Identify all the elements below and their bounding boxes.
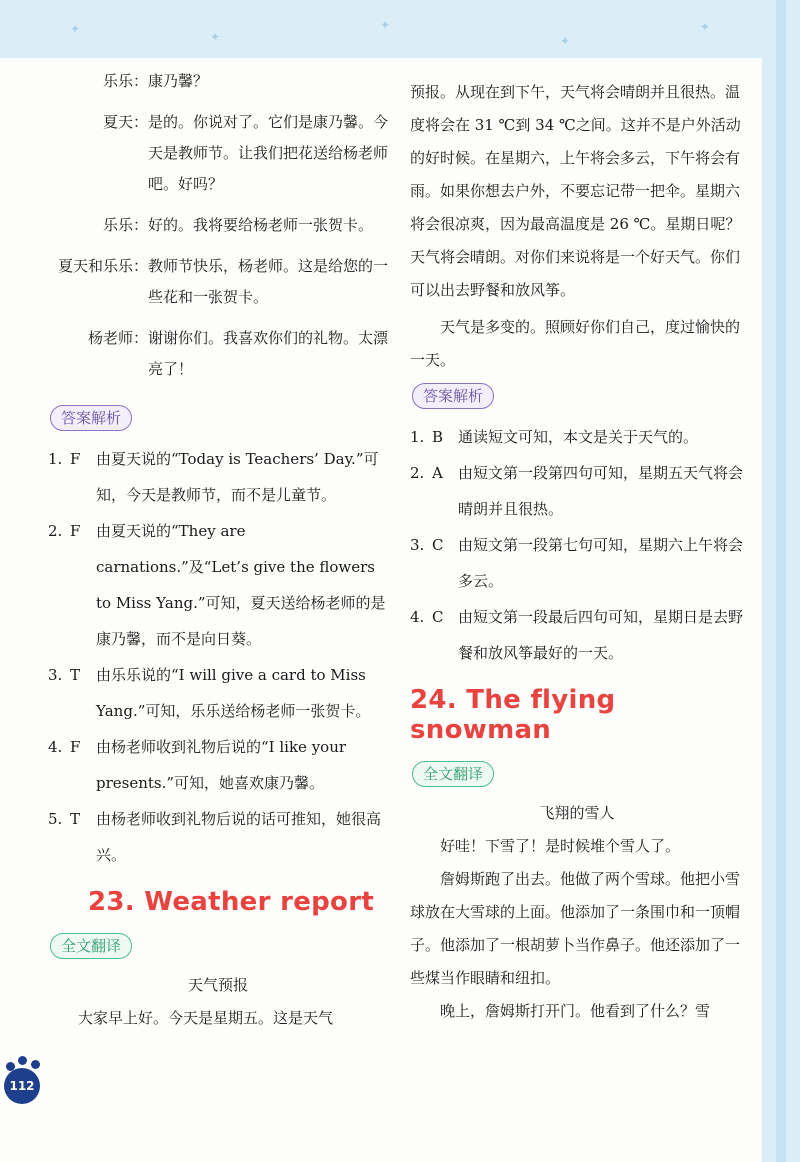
translation-paragraph: 预报。从现在到下午，天气将会晴朗并且很热。温度将会在 31 ℃到 34 ℃之间。这并不是户外活动的好时候。在星期六，上午将会多云，下午将会有雨。如果你想去户外，不要忘记带一把伞。星期六将会很凉爽，因为最高温度是 26 ℃。星期日呢？天气将会晴朗。对你们来说将是一个好天气。你们可以出去野餐和放风筝。 [410,83,741,299]
sparkle-icon: ✦ [210,30,221,44]
answer-explanation: 由短文第一段第七句可知，星期六上午将会多云。 [458,536,744,590]
answer-key: B [432,428,444,446]
answer-key: F [70,522,81,540]
answer-explanation: 通读短文可知，本文是关于天气的。 [458,428,699,446]
answer-number: 5. [48,810,63,828]
translation-paragraph: 大家早上好。今天是星期五。这是天气 [78,1009,334,1027]
answer-item [410,419,744,455]
answer-key: A [432,464,443,482]
answer-list [48,441,388,873]
sparkle-icon: ✦ [70,22,81,36]
answer-key: F [70,450,81,468]
right-column [410,76,744,1028]
answer-analysis-badge: 答案解析 [50,405,132,431]
dialogue-line [48,327,388,385]
translation-heading: 飞翔的雪人 [539,804,615,822]
answer-list [410,419,744,671]
answer-item [48,513,388,657]
paw-toe-icon [18,1056,27,1065]
full-translation-badge: 全文翻译 [412,761,494,787]
sparkle-icon: ✦ [380,18,391,32]
answer-explanation: 由乐乐说的“I will give a card to Miss Yang.”可知，乐乐送给杨老师一张贺卡。 [96,666,371,720]
sparkle-icon: ✦ [700,20,711,34]
answer-item [410,455,744,527]
translation-paragraph: 天气是多变的。照顾好你们自己，度过愉快的一天。 [410,318,741,369]
answer-explanation: 由短文第一段第四句可知，星期五天气将会晴朗并且很热。 [458,464,744,518]
speaker: 夏天和乐乐： [57,257,148,275]
lesson-title: 24. The flying snowman [410,685,616,745]
speaker: 杨老师： [87,329,148,347]
right-decorative-band [762,0,800,1162]
answer-item [48,801,388,873]
answer-number: 4. [410,608,425,626]
dialogue-text: 教师节快乐，杨老师。这是给您的一些花和一张贺卡。 [148,257,389,306]
dialogue-text: 谢谢你们。我喜欢你们的礼物。太漂亮了！ [148,329,389,378]
translation-paragraph: 晚上，詹姆斯打开门。他看到了什么？雪 [440,1002,711,1020]
left-column [48,70,388,1035]
translation-paragraph: 詹姆斯跑了出去。他做了两个雪球。他把小雪球放在大雪球的上面。他添加了一条围巾和一顶帽子。他添加了一根胡萝卜当作鼻子。他还添加了一些煤当作眼睛和纽扣。 [410,870,741,987]
answer-number: 3. [410,536,425,554]
answer-number: 4. [48,738,63,756]
translation-heading: 天气预报 [187,976,248,994]
answer-key: C [432,608,444,626]
dialogue [48,70,388,385]
dialogue-line [48,214,388,241]
speaker: 乐乐： [102,216,148,234]
answer-key: C [432,536,444,554]
lesson-title: 23. Weather report [88,887,375,917]
dialogue-line [48,70,388,97]
answer-item [410,599,744,671]
translation-paragraph: 好哇！下雪了！是时候堆个雪人了。 [440,837,681,855]
answer-item [410,527,744,599]
answer-explanation: 由夏天说的“Today is Teachers’ Day.”可知，今天是教师节，而不是儿童节。 [96,450,379,504]
answer-number: 1. [410,428,425,446]
speaker: 夏天： [102,113,148,131]
page-number: 112 [4,1068,40,1104]
top-decorative-band [0,0,800,58]
answer-number: 3. [48,666,63,684]
dialogue-text: 好的。我将要给杨老师一张贺卡。 [148,216,374,234]
answer-key: F [70,738,81,756]
dialogue-text: 是的。你说对了。它们是康乃馨。今天是教师节。让我们把花送给杨老师吧。好吗？ [148,113,389,193]
sparkle-icon: ✦ [560,34,571,48]
answer-key: T [70,666,81,684]
dialogue-line [48,111,388,200]
answer-explanation: 由短文第一段最后四句可知，星期日是去野餐和放风筝最好的一天。 [458,608,744,662]
answer-number: 2. [48,522,63,540]
speaker: 乐乐： [102,72,148,90]
answer-explanation: 由杨老师收到礼物后说的话可推知，她很高兴。 [96,810,382,864]
answer-item [48,441,388,513]
dialogue-line [48,255,388,313]
answer-number: 1. [48,450,63,468]
answer-item [48,657,388,729]
answer-number: 2. [410,464,425,482]
answer-key: T [70,810,81,828]
answer-explanation: 由杨老师收到礼物后说的“I like your presents.”可知，她喜欢康乃馨。 [96,738,347,792]
answer-item [48,729,388,801]
paw-toe-icon [31,1060,40,1069]
answer-analysis-badge: 答案解析 [412,383,494,409]
dialogue-text: 康乃馨？ [148,72,209,90]
full-translation-badge: 全文翻译 [50,933,132,959]
answer-explanation: 由夏天说的“They are carnations.”及“Let’s give the flowers to Miss Yang.”可知，夏天送给杨老师的是康乃馨，而不是向日葵。 [96,522,386,648]
